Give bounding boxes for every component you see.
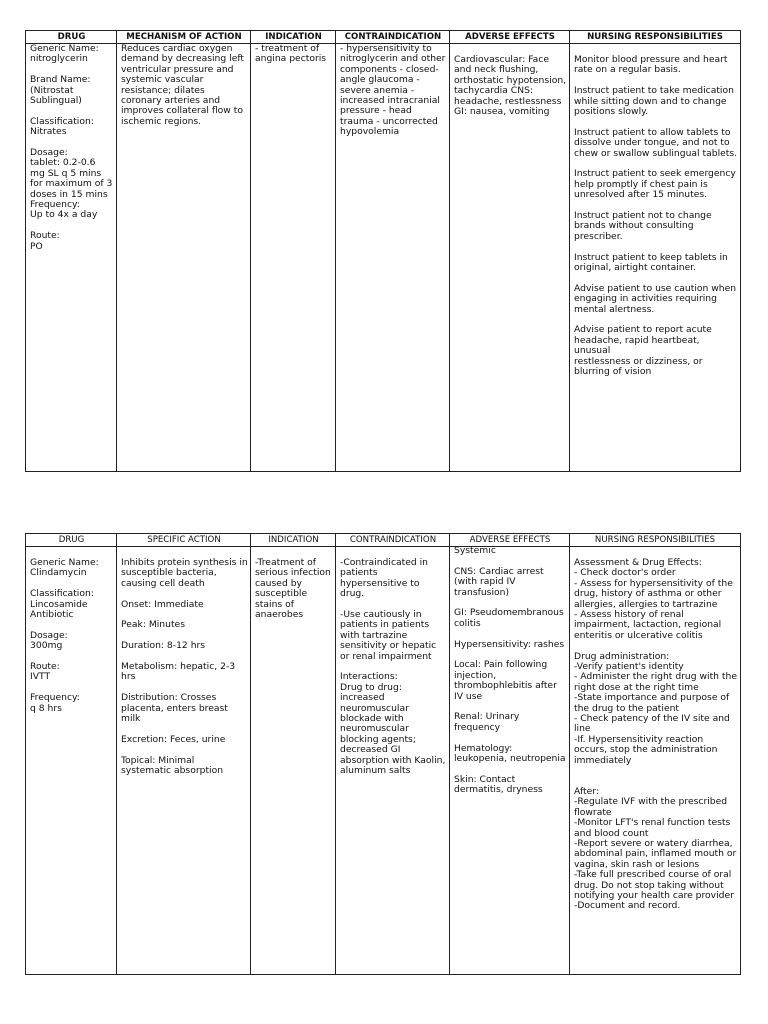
- cell-paragraph: Generic Name: Clindamycin: [30, 558, 99, 579]
- contraindication-cell: [336, 558, 450, 777]
- cell-paragraph: Metabolism: hepatic, 2-3 hrs: [121, 661, 236, 683]
- header-adverse-effects: ADVERSE EFFECTS: [469, 535, 551, 545]
- header-specific-action: SPECIFIC ACTION: [147, 535, 221, 545]
- header-drug: DRUG: [57, 32, 86, 42]
- cell-paragraph: Dosage: tablet: 0.2-0.6 mg SL q 5 mins for maximum of 3 doses in 15 mins Frequency: Up to 4x a day: [30, 147, 113, 221]
- cell-paragraph: Peak: Minutes: [121, 619, 185, 631]
- mechanism-cell: [117, 44, 251, 127]
- cell-paragraph: Route: IVTT: [30, 661, 60, 683]
- cell-paragraph: After: -Regulate IVF with the prescribed flowrate -Monitor LFT's renal function tests and blood count -Report severe or watery diarrhea, abdominal pain, inflamed mouth or vagina, skin rash or lesions -Take full prescribed course of oral drug. Do not stop taking without notifying your health care provider -Document and record.: [574, 785, 737, 912]
- cell-paragraph: Inhibits protein synthesis in susceptible bacteria, causing cell death: [121, 558, 248, 589]
- cell-paragraph: CNS: Cardiac arrest (with rapid IV transfusion): [454, 565, 544, 598]
- cell-paragraph: GI: Pseudomembranous colitis: [454, 607, 564, 629]
- table-header-row: [26, 31, 740, 44]
- header-mechanism-of-action: MECHANISM OF ACTION: [126, 32, 242, 42]
- header-indication: INDICATION: [268, 535, 319, 545]
- cell-paragraph: Excretion: Feces, urine: [121, 733, 226, 745]
- cell-paragraph: - treatment of angina pectoris: [255, 44, 327, 65]
- header-drug: DRUG: [58, 535, 85, 545]
- cell-paragraph: Frequency: q 8 hrs: [30, 692, 80, 714]
- cell-paragraph: -Use cautiously in patients in patients with tartrazine sensitivity or hepatic or renal impairment: [340, 609, 437, 662]
- cell-paragraph: Duration: 8-12 hrs: [121, 640, 206, 652]
- nitroglycerin-drug-table: [25, 30, 741, 472]
- cell-paragraph: Onset: Immediate: [121, 598, 204, 610]
- header-indication: INDICATION: [265, 32, 322, 42]
- cell-paragraph: Advise patient to use caution when engaging in activities requiring mental alertness.: [574, 282, 737, 315]
- clindamycin-drug-table: [25, 533, 741, 975]
- cell-paragraph: Dosage: 300mg: [30, 629, 68, 652]
- header-contraindication: CONTRAINDICATION: [349, 535, 437, 545]
- cell-paragraph: Generic Name: nitroglycerin: [30, 44, 99, 65]
- cell-paragraph: Instruct patient not to change brands without consulting prescriber.: [574, 210, 712, 242]
- contraindication-cell: [336, 44, 450, 138]
- indication-cell: [251, 44, 336, 65]
- adverse-effects-cell: [450, 546, 570, 796]
- nursing-responsibilities-cell: [570, 55, 740, 377]
- drug-info-cell: [26, 558, 117, 714]
- cell-paragraph: Hypersensitivity: rashes: [454, 638, 565, 650]
- drug-info-cell: [26, 44, 117, 252]
- cell-paragraph: Skin: Contact dermatitis, dryness: [454, 773, 543, 796]
- indication-cell: [251, 558, 336, 620]
- cell-paragraph: Instruct patient to seek emergency help promptly if chest pain is unresolved after 15 minutes.: [574, 168, 736, 201]
- cell-paragraph: -Contraindicated in patients hypersensitive to drug.: [340, 558, 429, 600]
- cell-paragraph: Classification: Nitrates: [30, 115, 94, 138]
- specific-action-cell: [117, 558, 251, 776]
- cell-paragraph: Distribution: Crosses placenta, enters breast milk: [121, 692, 228, 725]
- header-nursing-responsibilities: NURSING RESPONSIBILITIES: [594, 535, 716, 545]
- cell-paragraph: Cardiovascular: Face and neck flushing, orthostatic hypotension, tachycardia CNS: headache, restlessness GI: nausea, vomiting: [454, 55, 567, 118]
- cell-paragraph: Topical: Minimal systematic absorption: [121, 754, 224, 777]
- cell-paragraph: Assessment & Drug Effects: - Check doctor's order - Assess for hypersensitivity of the drug, history of asthma or other allergies, allergies to tartrazine - Assess history of renal impairment, lactaction, regional enteritis or ulcerative colitis: [574, 558, 733, 641]
- paragraph-gap: [574, 766, 738, 776]
- header-adverse-effects: ADVERSE EFFECTS: [465, 32, 555, 42]
- cell-paragraph: Classification: Lincosamide Antibiotic: [30, 588, 94, 621]
- cell-paragraph: Instruct patient to take medication while sitting down and to change positions slowly.: [574, 85, 734, 118]
- cell-paragraph: Reduces cardiac oxygen demand by decreasing left ventricular pressure and systemic vascular resistance; dilates coronary arteries and improves collateral flow to ischemic regions.: [121, 44, 245, 127]
- cell-paragraph: Monitor blood pressure and heart rate on a regular basis.: [574, 55, 728, 76]
- cell-paragraph: Drug administration: -Verify patient's identity - Administer the right drug with the right dose at the right time -State importance and purpose of the drug to the patient - Check patency of the IV site and line -If. Hypersensitivity reaction occurs, stop the administration immediately: [574, 650, 737, 766]
- cell-paragraph: -Treatment of serious infection caused by susceptible stains of anaerobes: [255, 558, 331, 621]
- adverse-effects-cell: [450, 55, 570, 117]
- cell-paragraph: Advise patient to report acute headache, rapid heartbeat, unusual restlessness or dizziness, or blurring of vision: [574, 324, 712, 378]
- cell-paragraph: Route: PO: [30, 230, 60, 252]
- cell-paragraph: Local: Pain following injection, thrombophlebitis after IV use: [454, 659, 557, 702]
- cell-paragraph: Hematology: leukopenia, neutropenia: [454, 742, 566, 765]
- table-header-row: [26, 534, 740, 547]
- cell-paragraph: Brand Name: (Nitrostat Sublingual): [30, 74, 91, 107]
- header-nursing-responsibilities: NURSING RESPONSIBILITIES: [587, 32, 723, 42]
- header-contraindication: CONTRAINDICATION: [344, 32, 442, 42]
- cell-paragraph: Renal: Urinary frequency: [454, 711, 520, 733]
- cell-paragraph: Interactions: Drug to drug: increased neuromuscular blockade with neuromuscular blocking agents; decreased GI absorption with Kaolin, aluminum salts: [340, 671, 446, 777]
- cell-paragraph: - hypersensitivity to nitroglycerin and other components - closed- angle glaucoma - severe anemia - increased intracranial pressure - head trauma - uncorrected hypovolemia: [340, 44, 446, 138]
- nursing-responsibilities-cell: [570, 558, 740, 912]
- cell-paragraph: Systemic: [454, 546, 496, 556]
- cell-paragraph: Instruct patient to allow tablets to dissolve under tongue, and not to chew or swallow sublingual tablets.: [574, 126, 738, 159]
- cell-paragraph: Instruct patient to keep tablets in original, airtight container.: [574, 251, 728, 274]
